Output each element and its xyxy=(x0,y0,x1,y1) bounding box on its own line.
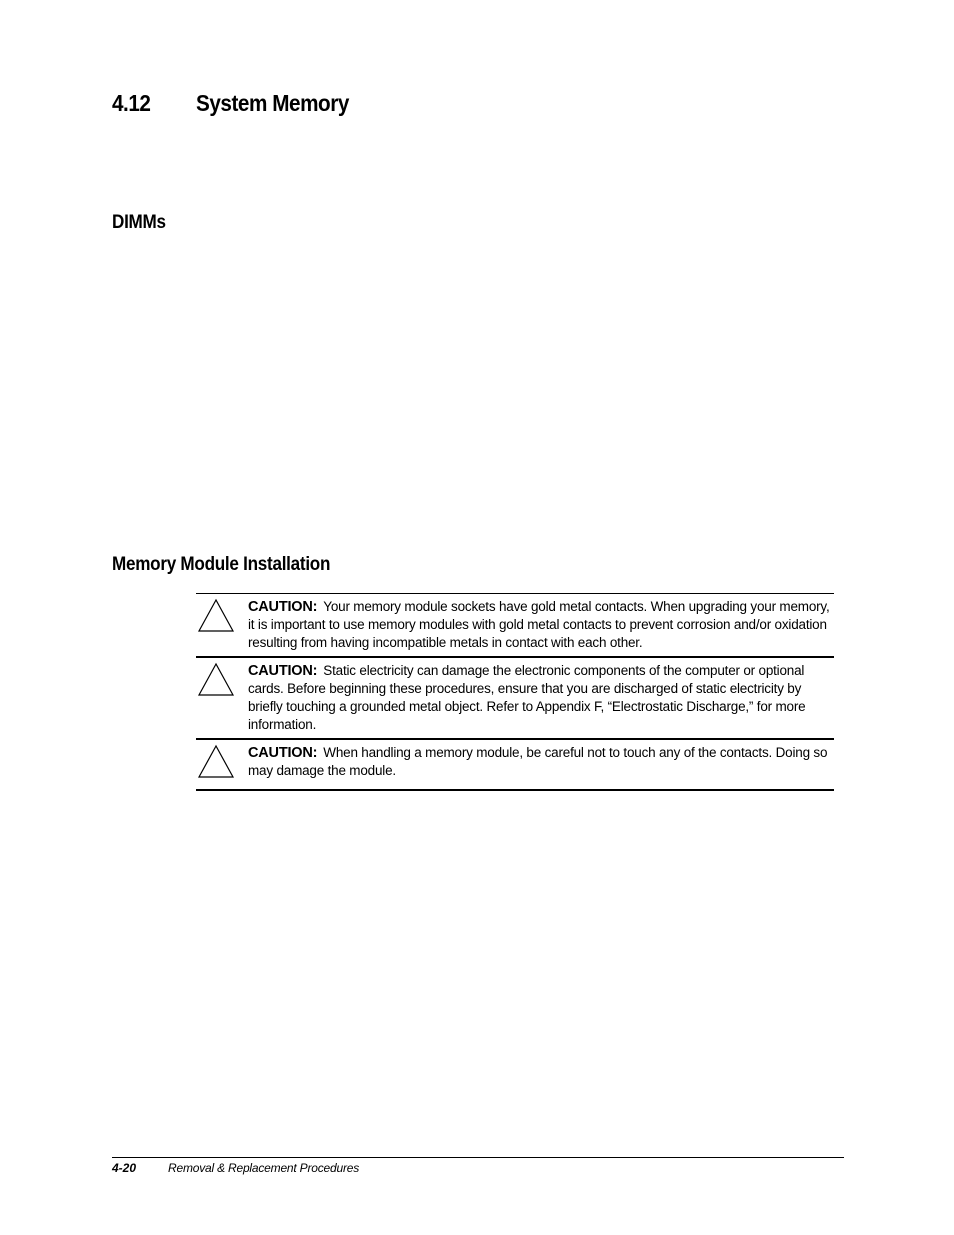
warning-triangle-icon xyxy=(196,744,236,780)
caution-table xyxy=(196,593,834,791)
footer-page-number: 4-20 xyxy=(112,1161,137,1175)
warning-triangle-icon xyxy=(196,598,236,634)
caution-label: CAUTION: xyxy=(248,599,318,615)
caution-text: Static electricity can damage the electronic components of the computer or optional cards. Before beginning these procedures, ensure that you are discharged of static electricity by briefly touching a grounded metal object. Refer to Appendix F, “Electrostatic Discharge,” for more information. xyxy=(248,663,806,732)
installation-heading: Memory Module Installation xyxy=(112,554,331,575)
caution-label: CAUTION: xyxy=(248,663,318,679)
page-title: System Memory xyxy=(196,90,349,116)
caution-row xyxy=(196,740,834,791)
caution-text: When handling a memory module, be careful not to touch any of the contacts. Doing so may damage the module. xyxy=(248,745,828,778)
caution-row xyxy=(196,594,834,658)
caution-label: CAUTION: xyxy=(248,745,318,761)
dimms-heading: DIMMs xyxy=(112,212,166,233)
caution-text: Your memory module sockets have gold metal contacts. When upgrading your memory, it is important to use memory modules with gold metal contacts to prevent corrosion and/or oxidation resulting from having incompatible metals in contact with each other. xyxy=(248,599,830,650)
section-number: 4.12 xyxy=(112,90,151,116)
caution-row xyxy=(196,658,834,740)
footer-rule xyxy=(112,1157,844,1158)
warning-triangle-icon xyxy=(196,662,236,698)
footer-title: Removal & Replacement Procedures xyxy=(168,1161,360,1175)
